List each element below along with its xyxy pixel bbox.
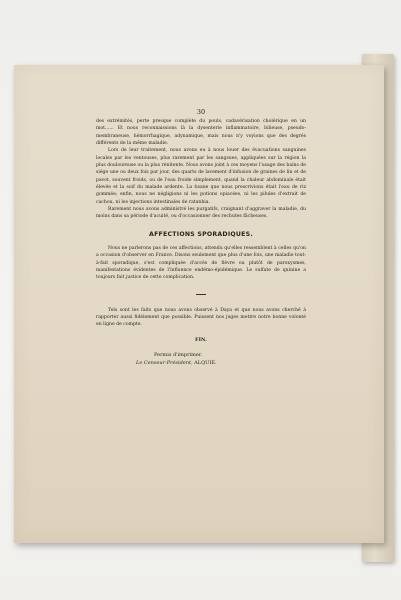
censor-name: ALQUIÉ. bbox=[194, 359, 217, 366]
paragraph-sporadic: Nous ne parlerons pas de ces affections, attendu qu'elles ressemblent à celles qu'on a occasion d'observer en France. Disons seulement que plus d'une fois, une maladie tout-à-fait sporadique, s'est compliquée d'accès de fièvre ou plutôt de paroxysmes, manifestations évidentes de l'influence endémo-épidémique. Le sulfate de quinine a toujours fait justice de cette complication. bbox=[96, 245, 306, 281]
paragraph-treatment: Lors de leur traitement, nous avons eu à nous louer des évacuations sanguines locales par les ventouses, plus rarement par les sangsues, appliquées sur la région la plus douloureuse ou la plus rénitente. Nous avons joint à ces moyens l'usage des bains de siége une ou deux fois par jour, des quarts de lavement d'infusion de graines de lin et de pavot, souvent froids, ou de l'eau froide simplement, quand la chaleur abdominale était élevée et la soif du malade ardente. La tisane que nous prescrivions était l'eau de riz gommée; enfin, nous ne négligions ni les potions opiacées, ni les pilules d'extrait de cachou, ni les injections intestinales de ratanhia. bbox=[96, 148, 306, 205]
signature-line bbox=[136, 359, 306, 367]
end-mark: FIN. bbox=[195, 336, 207, 343]
section-heading: AFFECTIONS SPORADIQUES. bbox=[149, 230, 253, 238]
document-page bbox=[14, 65, 384, 543]
separator-rule bbox=[196, 294, 206, 295]
paragraph-conclusion: Tels sont les faits que nous avons observé à Daya et que nous avons cherché à rapporter aussi fidèlement que possible. Puissent nos juges mettre notre bonne volonté en ligne de compte. bbox=[96, 307, 306, 328]
censor-title: Le Censeur-Président, bbox=[136, 359, 193, 366]
page-text-block bbox=[96, 108, 306, 367]
page-number: 30 bbox=[196, 108, 206, 116]
permit-line: Permis d'imprimer. bbox=[154, 351, 203, 358]
paragraph-purgatives: Rarement nous avons administré les purgatifs, craignant d'aggraver la maladie, du moins dans sa période d'acuité, ou d'occasionner des rechutes fâcheuses. bbox=[96, 207, 306, 220]
paragraph-symptoms: des extrémités, perte presque complète du pouls, cadavérisation cholérique en un mot...... Et nous reconnaissions là la dysenterie inflammatoire, bilieuse, pseudo-membraneuse, hémorrhagique, adynamique, mais nous n'y voyions que des degrés différents de la même maladie. bbox=[96, 119, 306, 147]
